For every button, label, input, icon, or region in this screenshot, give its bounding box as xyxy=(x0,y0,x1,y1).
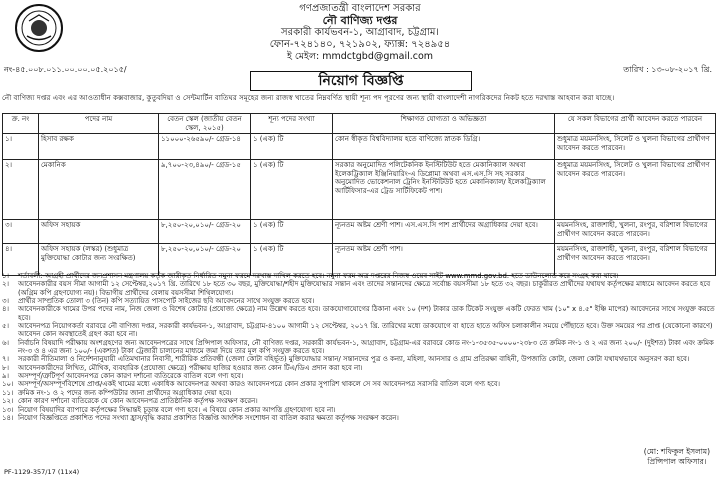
term-text: আবেদনকারীকে খামের উপর পদের নাম, নিজ জেলা ও বিশেষ কোটার (প্রযোজ্য ক্ষেত্রে) নাম উল্লেখ করতে হবে। ডাকযোগাযোগের ঠিকানা এবং ১০ (দশ) টাকার ডাক টিকেট সংযুক্ত একটি ফেরত খাম (১০" x ৪.৫" ইঞ্চি মাপের) আবেদনের সাথে সংযুক্ত করতে হবে। xyxy=(18,305,715,322)
cell-qualification: কোন স্বীকৃত বিশ্ববিদ্যালয় হতে বাণিজ্যে স্নাতক ডিগ্রি। xyxy=(333,134,555,160)
term-text: শর্তাবলী:-আগ্রহী প্রার্থীদের জনপ্রশাসন মন্ত্রণালয় কর্তৃক জারীকৃত নির্ধারিত নমুনা ফরমে দরখাস্ত দাখিল করতে হবে। নমুনা ফরম অত্র দপ্তরের নিজস্ব ওয়েব সাইট www.mmd.gov.bd. হতে ডাউনলোড করে সংগ্রহ করা যাবে। xyxy=(18,272,619,280)
cell-division: শুধুমাত্র ময়মনসিংহ, সিলেট ও খুলনা বিভাগের প্রার্থীগণ আবেদন করতে পারবেন। xyxy=(555,134,716,160)
cell-division: ময়মনসিংহ, রাজশাহী, খুলনা, রংপুর, বরিশাল বিভাগের প্রার্থীগণ আবেদন করতে পারবেন। xyxy=(555,244,716,276)
signature-block xyxy=(644,447,710,467)
table-header-row xyxy=(3,114,716,134)
cell-qualification: সরকার অনুমোদিত পলিটেকনিক ইনস্টিটিউট হতে মেকানিক্যাল অথবা ইলেকট্রিক্যাল ইঞ্জিনিয়ারিং-এ ডিপ্লোমা অথবা এস.এস.সি সহ সরকার অনুমোদিত ভোকেশনাল ট্রেনিং ইনস্টিটিউট হতে মেকানিক্যাল/ ইলেকট্রিক্যাল আর্টিফিসার-এর ট্রেড সার্টিফিকেট পাশ। xyxy=(333,160,555,220)
table-row xyxy=(3,220,716,244)
signatory-name: (মো: শফিকুল ইসলাম) xyxy=(643,447,710,456)
vacancy-table xyxy=(2,113,716,276)
list-item xyxy=(2,364,716,372)
list-item xyxy=(2,397,716,405)
term-text: নিয়োগ বিষয়াদির ব্যাপারে কর্তৃপক্ষের সিদ্ধান্তই চূড়ান্ত বলে গণ্য হবে। এ বিষয়ে কোন প্রকার আপত্তি গ্রহণযোগ্য হবে না। xyxy=(18,405,336,414)
list-item xyxy=(2,305,716,322)
term-text: নিয়োগ বিজ্ঞপ্তিতে প্রকাশিত পদের সংখ্যা হ্রাস/বৃদ্ধি করার প্রকাশিত বিজ্ঞপ্তি আংশিক সংশোধন বা বাতিল করার ক্ষমতা কর্তৃপক্ষ সংরক্ষণ করেন। xyxy=(18,413,399,422)
memo-number: নং-৪৫.০০৮.০১১.০০.০০.০৫.২০১৫/ xyxy=(4,65,127,74)
cell-count: ১ (এক) টি xyxy=(251,244,333,276)
term-number: ৬। xyxy=(2,338,9,347)
cell-count: ১ (এক) টি xyxy=(251,220,333,244)
list-item xyxy=(2,339,716,356)
term-number: ৪। xyxy=(2,305,9,314)
term-number: ১১। xyxy=(2,388,14,397)
term-number: ১৩। xyxy=(2,405,14,414)
cell-scale: ৮,২৫০-২০,০১০/- গ্রেড-২০ xyxy=(159,220,251,244)
cell-division: শুধুমাত্র ময়মনসিংহ, সিলেট ও খুলনা বিভাগের প্রার্থীগণ আবেদন করতে পারবেন। xyxy=(555,160,716,220)
signatory-designation: প্রিন্সিপাল অফিসার। xyxy=(647,457,707,466)
term-number: ১৪। xyxy=(2,413,14,422)
cell-qualification: ন্যূনতম অষ্টম শ্রেণী পাশ। এস.এস.সি পাশ প্রার্থীদের অগ্রাধিকার দেয়া হবে। xyxy=(333,220,555,244)
cell-scale: ৯,৭০০-২৩,৪৯০/- গ্রেড-১৫ xyxy=(159,160,251,220)
term-number: ৮। xyxy=(2,363,9,372)
cell-serial: ৪। xyxy=(3,244,39,276)
table-row xyxy=(3,134,716,160)
cell-scale: ১১০০০-২৬৫৯০/- গ্রেড-১৪ xyxy=(159,134,251,160)
header-scale: বেতন স্কেল (জাতীয় বেতন স্কেল, ২০১৫) xyxy=(159,114,251,134)
cell-post: হিসাব রক্ষক xyxy=(39,134,159,160)
header-post: পদের নাম xyxy=(39,114,159,134)
cell-post: অফিস সহায়ক (লস্কর) (শুধুমাত্র মুক্তিযোদ্ধা কোটার জন্য সংরক্ষিত) xyxy=(39,244,159,276)
term-text: নির্বাচনি বিষয়াদি পরীক্ষায় অংশগ্রহণের জন্য আবেদনপত্রের সাথে প্রিন্সিপাল অফিসার, নৌ বাণিজ্য দপ্তর, সরকারী কার্যভবন-১, আগ্রাবাদ, চট্টগ্রাম-এর বরাবরে কোড নং-১-৩৫৩৫-০০০০-২৩৮৩ তে ক্রমিক নং-১ ও ২ এর জন্য ২০০/- (দুইশত) টাকা এবং ক্রমিক নং-৩ ও ৪ এর জন্য ১০০/- (একশত) টাকা ট্রেজারী চালানের মাধ্যমে জমা দিয়ে তার মূল কপি সংযুক্ত করতে হবে। xyxy=(18,338,714,356)
term-number: ১২। xyxy=(2,397,14,406)
term-number: ৭। xyxy=(2,355,9,364)
cell-division: ময়মনসিংহ, রাজশাহী, খুলনা, রংপুর, বরিশাল বিভাগের প্রার্থীগণ আবেদন করতে পারবেন। xyxy=(555,220,716,244)
cell-serial: ২। xyxy=(3,160,39,220)
cell-count: ১ (এক) টি xyxy=(251,134,333,160)
list-item xyxy=(2,355,716,363)
term-text: অসম্পূর্ণ/ত্রুটিপূর্ণ আবেদনপত্র কোন কারণ দর্শানো ব্যতিরেকে বাতিল বলে গণ্য হবে। xyxy=(18,372,244,381)
list-item xyxy=(2,322,716,339)
term-number: ১। xyxy=(2,272,9,280)
office-phone: ফোন-৭২৪১৪০, ৭২১৯০২, ফ্যাক্স: ৭২৪৯৫৪ xyxy=(269,39,451,50)
term-text: অসম্পূর্ণ/অসম্পূর্ণবিশেষে প্রাপ্ত/একই খামের মধ্যে একাধিক আবেদনপত্র অথবা কারও আবেদনপত্রে কোন প্রকার সুপারিশ থাকলে সে সব আবেদনপত্র সরাসরি বাতিল বলে গণ্য হবে। xyxy=(18,380,500,389)
list-item xyxy=(2,406,716,414)
table-row xyxy=(3,160,716,220)
term-number: ১০। xyxy=(2,380,14,389)
term-number: ৫। xyxy=(2,322,9,331)
cell-serial: ১। xyxy=(3,134,39,160)
terms-list xyxy=(2,272,716,422)
term-text: প্রার্থীর সাম্প্রতিক তোলা ৩ (তিন) কপি সত্যায়িত পাসপোর্ট সাইজের ছবি আবেদনের সাথে সংযুক্ত করতে হবে। xyxy=(18,297,315,306)
cell-count: ১ (এক) টি xyxy=(251,160,333,220)
office-email: ই মেইল: mmdctgbd@gmail.com xyxy=(286,51,434,62)
office-name: নৌ বাণিজ্য দপ্তর xyxy=(322,14,398,27)
term-number: ৩। xyxy=(2,297,9,306)
list-item xyxy=(2,280,716,297)
list-item xyxy=(2,389,716,397)
notice-title: নিয়োগ বিজ্ঞপ্তি xyxy=(250,71,472,91)
list-item xyxy=(2,372,716,380)
term-text: আবেদনকারীর বয়স সীমা আগামী ১২ সেপ্টেম্বর,২০১৭ খ্রি. তারিখে ১৮ হতে ৩০ বছর, মুক্তিযোদ্ধা/শহীদ মুক্তিযোদ্ধার সন্তান এবং তাদের সন্তানদের ক্ষেত্রে সর্বোচ্চ বয়সসীমা ১৮ হতে ৩২ বছর। চাকুরীরত প্রার্থীদের যথাযথ কর্তৃপক্ষের মাধ্যমে আবেদন করতে হবে (অগ্রিম কপি গ্রহণযোগ্য নয়)। বিভাগীয় প্রার্থীদের বেলায় বয়সসীমা শিথিলযোগ্য। xyxy=(18,280,711,297)
term-text: কোন কারণ দর্শানো ব্যতিরেকে যে কোন আবেদনপত্র প্রাতিষ্ঠানিক কর্তৃপক্ষ সংরক্ষণ করেন। xyxy=(18,397,258,406)
term-text: ক্রমিক নং-১ ও ২ পদের জন্য কম্পিউটার জানা প্রার্থীদের অগ্রাধিকার দেয়া হবে। xyxy=(18,388,232,397)
term-number: ২। xyxy=(2,280,9,289)
cell-post: অফিস সহায়ক xyxy=(39,220,159,244)
intro-paragraph: নৌ বাণিজ্য দপ্তর এবং এর আওতাধীন কক্সবাজার, কুতুবদিয়া ও সেন্টমার্টিন বাতিঘর সমূহের জন্য রাজস্ব খাতের নিম্নবর্ণিত স্থায়ী শূন্য পদ পূরণের জন্য স্থায়ী বাংলাদেশী নাগরিকদের নিকট হতে দরখাস্ত আহবান করা যাচ্ছে। xyxy=(2,93,615,102)
list-item xyxy=(2,414,716,422)
press-code: PF-1129-357/17 (11x4) xyxy=(4,468,80,476)
header-serial: ক্র. নং xyxy=(3,114,39,134)
header-count: শূন্য পদের সংখ্যা xyxy=(251,114,333,134)
term-number: ৯। xyxy=(2,372,9,381)
list-item xyxy=(2,380,716,388)
header-division: যে সকল বিভাগের প্রার্থী আবেদন করতে পারবেন xyxy=(555,114,716,134)
term-text: সরকারী নীতিমালা ও নির্দেশনানুযায়ী এতিমখানার নিবাসী, শারীরিক প্রতিবন্ধী (জেলা কোটা বহির্ভূত) মুক্তিযোদ্ধার সন্তান/ সন্তানদের পুত্র ও কন্যা, মহিলা, আনসার ও গ্রাম প্রতিরক্ষা বাহিনী, উপজাতি কোটা, জেলা কোটা যথাযথভাবে অনুসরণ করা হবে। xyxy=(18,355,690,364)
cell-qualification: ন্যূনতম অষ্টম শ্রেণী পাশ। xyxy=(333,244,555,276)
notice-date: তারিখ : ১৩-০৮-২০১৭ খ্রি. xyxy=(623,65,712,74)
office-address: সরকারী কার্যভবন-১, আগ্রাবাদ, চট্টগ্রাম। xyxy=(281,27,439,38)
header-qualification: শিক্ষাগত যোগ্যতা ও অভিজ্ঞতা xyxy=(333,114,555,134)
table-row xyxy=(3,244,716,276)
cell-post: মেকানিক xyxy=(39,160,159,220)
govt-line: গণপ্রজাতন্ত্রী বাংলাদেশ সরকার xyxy=(299,3,421,14)
cell-scale: ৮,২৫০-২০,০১০/- গ্রেড-২০ xyxy=(159,244,251,276)
term-text: আবেদনকারীদের লিখিত, মৌখিক, ব্যবহারিক (প্রযোজ্য ক্ষেত্রে) পরীক্ষায় হাজির হওয়ার জন্য কোন টিএ/ডিএ প্রদান করা হবে না। xyxy=(18,363,363,372)
cell-serial: ৩। xyxy=(3,220,39,244)
term-text: আবেদনপত্র নিয়োগকর্তা বরাবরে নৌ বাণিজ্য দপ্তর, সরকারী কার্যভবন-১, আগ্রাবাদ, চট্টগ্রাম-৪১০০ আগামী ১২ সেপ্টেম্বর, ২০১৭ খ্রি. তারিখের মধ্যে ডাকযোগে বা হাতে হাতে অফিস চলাকালীন সময়ে পৌঁছাতে হবে। উক্ত সময়ের পর প্রাপ্ত (যেকোনো কারণে) আবেদন কোন অবস্থাতেই গ্রহণ করা হবে না। xyxy=(18,322,713,339)
